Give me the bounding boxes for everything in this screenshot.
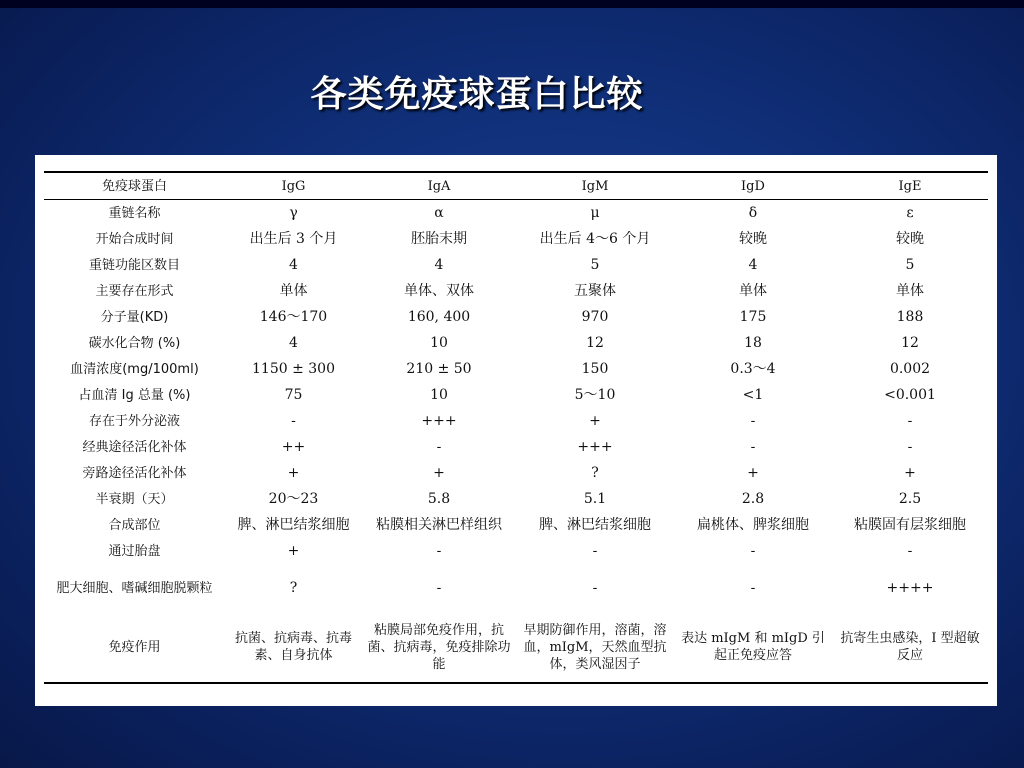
row-label: 血清浓度(mg/100ml) xyxy=(70,361,199,377)
table-cell: γ xyxy=(289,204,298,221)
table-cell: 12 xyxy=(901,334,919,351)
table-cell: 4 xyxy=(434,256,444,273)
table-cell: 胚胎末期 xyxy=(411,230,467,247)
row-label: 通过胎盘 xyxy=(108,543,161,559)
header-cell: IgG xyxy=(225,172,362,200)
table-row xyxy=(44,252,988,278)
table-cell: μ xyxy=(590,204,600,221)
table-cell: 4 xyxy=(289,334,298,351)
table-cell: 较晚 xyxy=(896,230,924,247)
table-cell: δ xyxy=(748,204,758,221)
table-row xyxy=(44,512,988,538)
table-cell: 150 xyxy=(581,360,609,377)
table-cell: 单体 xyxy=(739,282,767,299)
table-cell: - xyxy=(592,579,598,596)
table-cell: - xyxy=(750,438,756,455)
table-cell: 12 xyxy=(586,334,604,351)
table-cell: 18 xyxy=(744,334,762,351)
table-cell: 160, 400 xyxy=(407,308,471,325)
header-cell: IgD xyxy=(674,172,832,200)
immunoglobulin-comparison-table xyxy=(44,171,988,684)
table-row xyxy=(44,538,988,564)
table-cell: 5～10 xyxy=(574,386,616,403)
table-cell: - xyxy=(436,438,442,455)
table-cell: + xyxy=(904,464,916,481)
table-cell: 0.3～4 xyxy=(730,360,776,377)
table-cell: ? xyxy=(591,464,599,481)
table-cell: 175 xyxy=(739,308,767,325)
table-row xyxy=(44,278,988,304)
table-cell: + xyxy=(747,464,759,481)
table-cell: 单体、双体 xyxy=(404,282,474,299)
table-cell: 10 xyxy=(430,386,448,403)
table-cell: 1150 ± 300 xyxy=(252,360,335,377)
table-cell: 75 xyxy=(284,386,303,403)
table-cell: 较晚 xyxy=(739,230,767,247)
table-cell: 4 xyxy=(289,256,298,273)
table-cell: 单体 xyxy=(279,282,308,299)
row-label: 免疫作用 xyxy=(44,612,225,683)
table-row xyxy=(44,460,988,486)
row-label: 重链功能区数目 xyxy=(88,257,180,273)
table-cell: 5 xyxy=(905,256,915,273)
table-cell: 0.002 xyxy=(889,360,931,377)
row-label: 主要存在形式 xyxy=(95,283,174,299)
table-cell: 188 xyxy=(896,308,924,325)
table-header-row xyxy=(44,172,988,200)
table-cell: - xyxy=(750,542,756,559)
table-cell: 粘膜局部免疫作用，抗菌、抗病毒，免疫排除功能 xyxy=(362,612,516,683)
header-cell: IgE xyxy=(832,172,988,200)
table-cell: +++ xyxy=(421,412,457,429)
row-label: 肥大细胞、嗜碱细胞脱颗粒 xyxy=(56,580,213,596)
table-row xyxy=(44,434,988,460)
header-cell: 免疫球蛋白 xyxy=(44,172,225,200)
table-cell: 5 xyxy=(590,256,600,273)
table-cell: 粘膜相关淋巴样组织 xyxy=(376,516,502,533)
table-cell: 5.8 xyxy=(427,490,451,507)
row-label: 分子量(KD) xyxy=(100,309,169,325)
table-cell: - xyxy=(750,412,756,429)
table-cell: 早期防御作用，溶菌，溶血，mIgM，天然血型抗体，类风湿因子 xyxy=(516,612,674,683)
table-cell: ε xyxy=(906,204,914,221)
table-cell: 5.1 xyxy=(583,490,607,507)
table-cell: 扁桃体、脾浆细胞 xyxy=(697,516,809,533)
table-cell: α xyxy=(434,204,444,221)
table-cell: 10 xyxy=(430,334,448,351)
table-cell: 2.8 xyxy=(741,490,765,507)
table-panel xyxy=(35,155,997,706)
top-bar xyxy=(0,0,1024,8)
table-cell: - xyxy=(436,579,442,596)
header-cell: IgA xyxy=(362,172,516,200)
table-row xyxy=(44,330,988,356)
table-cell: ? xyxy=(289,579,298,596)
table-cell: - xyxy=(592,542,598,559)
row-label: 开始合成时间 xyxy=(95,231,174,247)
table-cell: 五聚体 xyxy=(574,282,616,299)
table-cell: - xyxy=(907,438,913,455)
table-row xyxy=(44,612,988,683)
table-cell: 出生后 3 个月 xyxy=(249,230,338,247)
table-cell: + xyxy=(287,464,300,481)
table-cell: - xyxy=(436,542,442,559)
table-cell: 抗寄生虫感染，I 型超敏反应 xyxy=(832,612,988,683)
table-cell: ++ xyxy=(281,438,306,455)
row-label: 旁路途径活化补体 xyxy=(82,465,187,481)
table-cell: 脾、淋巴结浆细胞 xyxy=(539,516,651,533)
table-row xyxy=(44,408,988,434)
table-cell: - xyxy=(907,412,913,429)
table-cell: 2.5 xyxy=(898,490,922,507)
table-cell: - xyxy=(291,412,296,429)
row-label: 占血清 Ig 总量 (%) xyxy=(78,387,191,403)
table-cell: + xyxy=(433,464,445,481)
table-cell: <1 xyxy=(742,386,764,403)
table-cell: - xyxy=(750,579,756,596)
table-cell: - xyxy=(907,542,913,559)
table-cell: <0.001 xyxy=(884,386,936,403)
table-row xyxy=(44,564,988,612)
table-cell: ++++ xyxy=(886,579,934,596)
table-cell: 146～170 xyxy=(259,308,328,325)
table-cell: 970 xyxy=(581,308,609,325)
table-cell: 出生后 4～6 个月 xyxy=(539,230,651,247)
row-label: 经典途径活化补体 xyxy=(82,439,187,455)
table-cell: + xyxy=(589,412,601,429)
table-row xyxy=(44,304,988,330)
table-cell: 单体 xyxy=(896,282,924,299)
row-label: 半衰期（天） xyxy=(95,491,174,507)
row-label: 碳水化合物 (%) xyxy=(88,335,181,351)
slide-title: 各类免疫球蛋白比较 xyxy=(310,74,644,115)
table-row xyxy=(44,382,988,408)
table-cell: 抗菌、抗病毒、抗毒素、自身抗体 xyxy=(225,612,362,683)
row-label: 存在于外分泌液 xyxy=(88,413,180,429)
table-cell: 210 ± 50 xyxy=(406,360,472,377)
table-row xyxy=(44,226,988,252)
row-label: 重链名称 xyxy=(108,205,161,221)
table-cell: + xyxy=(287,542,300,559)
table-cell: 4 xyxy=(748,256,758,273)
table-row xyxy=(44,356,988,382)
table-row xyxy=(44,200,988,227)
table-cell: 表达 mIgM 和 mIgD 引起正免疫应答 xyxy=(674,612,832,683)
table-cell: 20～23 xyxy=(268,490,319,507)
table-cell: +++ xyxy=(577,438,613,455)
table-cell: 粘膜固有层浆细胞 xyxy=(854,516,966,533)
table-cell: 脾、淋巴结浆细胞 xyxy=(237,516,350,533)
table-row xyxy=(44,486,988,512)
header-cell: IgM xyxy=(516,172,674,200)
row-label: 合成部位 xyxy=(108,517,161,533)
